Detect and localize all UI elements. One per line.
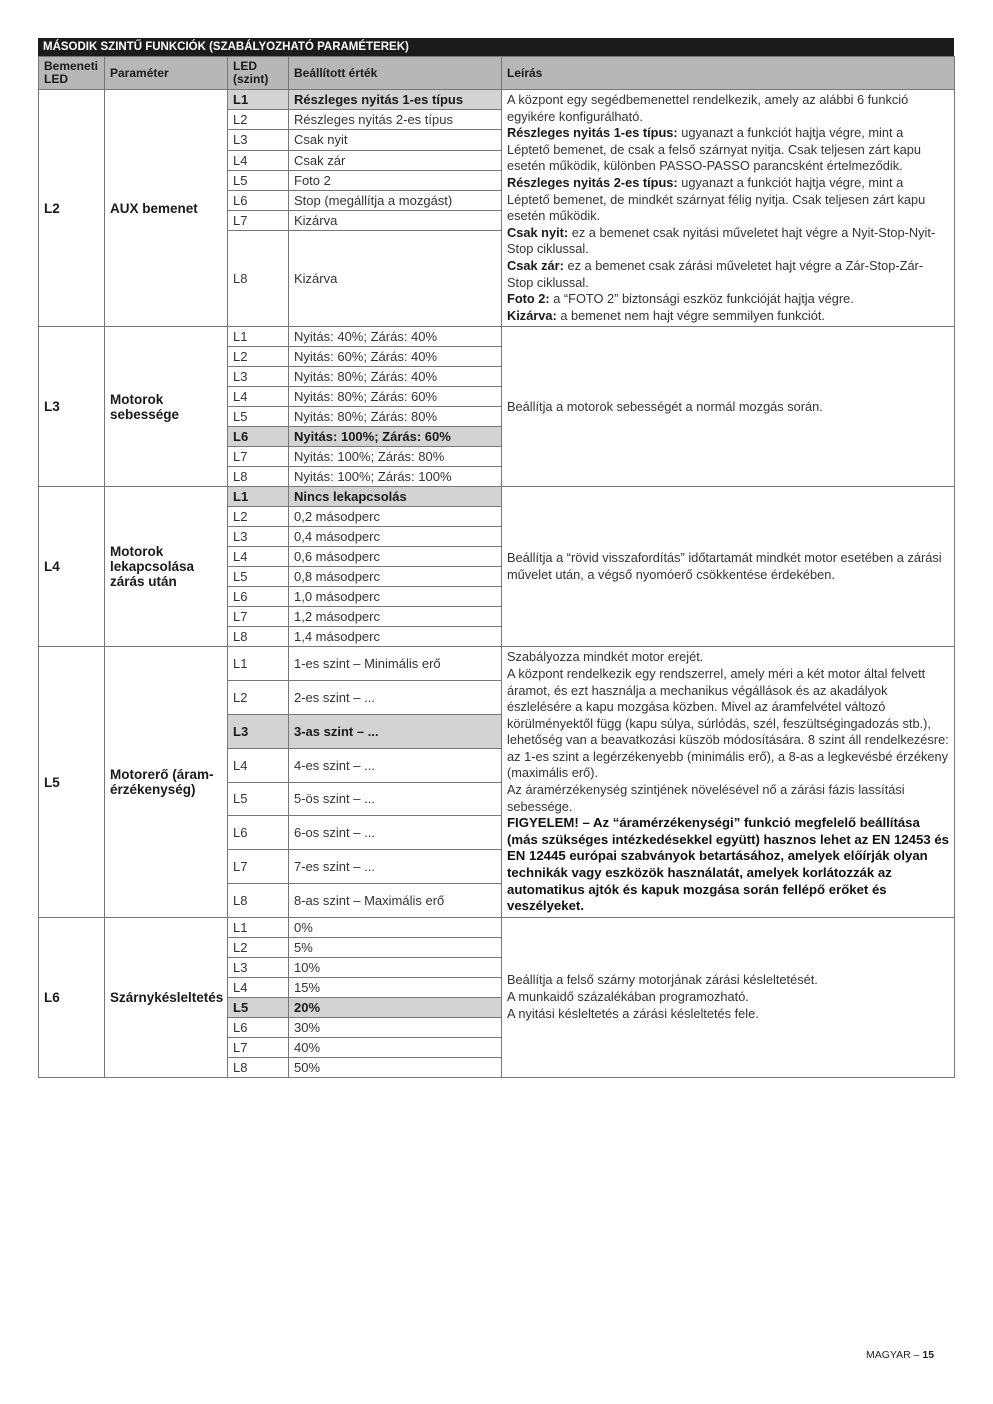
led-level-cell: L6 bbox=[228, 587, 289, 607]
page-number: 15 bbox=[922, 1349, 935, 1361]
set-value-cell: 10% bbox=[289, 957, 502, 977]
description-paragraph bbox=[507, 989, 949, 1006]
set-value-cell: 30% bbox=[289, 1017, 502, 1037]
set-value-cell: 1,4 másodperc bbox=[289, 627, 502, 647]
led-level-cell: L3 bbox=[228, 714, 289, 748]
header-leiras: Leírás bbox=[502, 57, 955, 90]
led-level-cell: L4 bbox=[228, 547, 289, 567]
set-value-cell: Nyitás: 80%; Zárás: 40% bbox=[289, 367, 502, 387]
input-led-cell: L4 bbox=[39, 487, 105, 647]
led-level-cell: L8 bbox=[228, 627, 289, 647]
description-paragraph bbox=[507, 308, 949, 325]
led-level-cell: L1 bbox=[228, 917, 289, 937]
led-level-cell: L1 bbox=[228, 90, 289, 110]
set-value-cell: 0,2 másodperc bbox=[289, 507, 502, 527]
input-led-cell: L6 bbox=[39, 917, 105, 1077]
description-text: Beállítja a felső szárny motorjának zárási késleltetését. bbox=[507, 972, 818, 988]
table-row bbox=[39, 327, 955, 347]
set-value-cell: 1,2 másodperc bbox=[289, 607, 502, 627]
description-term: Kizárva: bbox=[507, 307, 557, 323]
description-cell bbox=[502, 90, 955, 327]
led-level-cell: L3 bbox=[228, 130, 289, 150]
description-text: ugyanazt a funkciót hajtja végre, mint a Léptető bemenet, de csak a felső szárnyat nyitja. Csak teljesen zárt kapu esetén működik, különben PASSO-PASSO parancsként értelmeződik. bbox=[507, 125, 921, 174]
set-value-cell: 0% bbox=[289, 917, 502, 937]
led-level-cell: L7 bbox=[228, 850, 289, 884]
parameter-name-cell: Szárnykésleltetés bbox=[105, 917, 228, 1077]
description-paragraph bbox=[507, 92, 949, 125]
description-paragraph bbox=[507, 666, 949, 782]
led-level-cell: L4 bbox=[228, 150, 289, 170]
header-beallitott-ertek: Beállított érték bbox=[289, 57, 502, 90]
description-paragraph bbox=[507, 972, 949, 989]
led-level-cell: L3 bbox=[228, 367, 289, 387]
set-value-cell: 2-es szint – ... bbox=[289, 681, 502, 715]
table-title: MÁSODIK SZINTŰ FUNKCIÓK (SZABÁLYOZHATÓ PARAMÉTEREK) bbox=[38, 38, 954, 56]
set-value-cell: Kizárva bbox=[289, 231, 502, 327]
led-level-cell: L7 bbox=[228, 1037, 289, 1057]
description-term: Foto 2: bbox=[507, 291, 550, 307]
set-value-cell: Nincs lekapcsolás bbox=[289, 487, 502, 507]
set-value-cell: 0,6 másodperc bbox=[289, 547, 502, 567]
set-value-cell: 15% bbox=[289, 977, 502, 997]
set-value-cell: Csak zár bbox=[289, 150, 502, 170]
set-value-cell: Nyitás: 80%; Zárás: 60% bbox=[289, 387, 502, 407]
led-level-cell: L6 bbox=[228, 427, 289, 447]
set-value-cell: 5-ös szint – ... bbox=[289, 782, 502, 816]
led-level-cell: L3 bbox=[228, 527, 289, 547]
set-value-cell: Kizárva bbox=[289, 211, 502, 231]
settings-table-section bbox=[38, 38, 954, 1078]
led-level-cell: L5 bbox=[228, 170, 289, 190]
set-value-cell: Nyitás: 80%; Zárás: 80% bbox=[289, 407, 502, 427]
set-value-cell: Nyitás: 100%; Zárás: 80% bbox=[289, 447, 502, 467]
description-cell bbox=[502, 487, 955, 647]
header-bemeneti-led: Bemeneti LED bbox=[39, 57, 105, 90]
description-paragraph bbox=[507, 291, 949, 308]
set-value-cell: Részleges nyitás 1-es típus bbox=[289, 90, 502, 110]
set-value-cell: 50% bbox=[289, 1057, 502, 1077]
set-value-cell: 8-as szint – Maximális erő bbox=[289, 884, 502, 918]
set-value-cell: 1-es szint – Minimális erő bbox=[289, 647, 502, 681]
description-text: a “FOTO 2” biztonsági eszköz funkcióját hajtja végre. bbox=[549, 291, 854, 307]
set-value-cell: 0,4 másodperc bbox=[289, 527, 502, 547]
parameter-name-cell: Motorerő (áram-érzékenység) bbox=[105, 647, 228, 918]
parameter-name-cell: Motorok lekapcsolása zárás után bbox=[105, 487, 228, 647]
led-level-cell: L8 bbox=[228, 467, 289, 487]
led-level-cell: L2 bbox=[228, 507, 289, 527]
description-term: Részleges nyitás 2-es típus: bbox=[507, 174, 678, 190]
description-text: Beállítja a “rövid visszafordítás” időtartamát mindkét motor esetében a zárási művelet után, a végső nyomóerő csökkentése érdekében. bbox=[507, 550, 942, 582]
set-value-cell: Csak nyit bbox=[289, 130, 502, 150]
description-cell bbox=[502, 327, 955, 487]
set-value-cell: Nyitás: 60%; Zárás: 40% bbox=[289, 347, 502, 367]
description-text: ez a bemenet csak nyitási műveletet hajt végre a Nyit-Stop-Nyit-Stop ciklussal. bbox=[507, 224, 936, 257]
led-level-cell: L1 bbox=[228, 327, 289, 347]
description-text: Az áramérzékenység szintjének növelésével nő a zárási fázis lassítási sebessége. bbox=[507, 782, 905, 814]
description-cell bbox=[502, 647, 955, 918]
led-level-cell: L8 bbox=[228, 231, 289, 327]
set-value-cell: 5% bbox=[289, 937, 502, 957]
led-level-cell: L5 bbox=[228, 782, 289, 816]
led-level-cell: L2 bbox=[228, 110, 289, 130]
description-text: ugyanazt a funkciót hajtja végre, mint a Léptető bemenet, de mindkét szárnyat félig nyitja. Csak teljesen zárt kapu esetén működik. bbox=[507, 174, 926, 224]
page-footer bbox=[866, 1349, 934, 1361]
led-level-cell: L4 bbox=[228, 977, 289, 997]
description-paragraph bbox=[507, 225, 949, 258]
parameter-name-cell: Motorok sebessége bbox=[105, 327, 228, 487]
description-cell bbox=[502, 917, 955, 1077]
description-term: Részleges nyitás 1-es típus: bbox=[507, 125, 678, 141]
led-level-cell: L4 bbox=[228, 748, 289, 782]
set-value-cell: Foto 2 bbox=[289, 170, 502, 190]
table-row bbox=[39, 487, 955, 507]
description-text: ez a bemenet csak zárási műveletet hajt végre a Zár-Stop-Zár-Stop ciklussal. bbox=[507, 257, 924, 290]
description-text: A munkaidő százalékában programozható. bbox=[507, 989, 749, 1005]
led-level-cell: L7 bbox=[228, 447, 289, 467]
description-paragraph bbox=[507, 258, 949, 291]
footer-language: MAGYAR bbox=[866, 1349, 911, 1361]
set-value-cell: 7-es szint – ... bbox=[289, 850, 502, 884]
parameter-name-cell: AUX bemenet bbox=[105, 90, 228, 327]
led-level-cell: L6 bbox=[228, 1017, 289, 1037]
description-paragraph bbox=[507, 399, 949, 416]
description-paragraph bbox=[507, 782, 949, 815]
set-value-cell: 0,8 másodperc bbox=[289, 567, 502, 587]
description-text: a bemenet nem hajt végre semmilyen funkciót. bbox=[556, 307, 825, 323]
led-level-cell: L1 bbox=[228, 647, 289, 681]
set-value-cell: Nyitás: 100%; Zárás: 60% bbox=[289, 427, 502, 447]
description-paragraph: FIGYELEM! – Az “áramérzékenységi” funkció megfelelő beállítása (más szükséges intézkedésekkel együtt) hasznos lehet az EN 12453 és EN 12445 európai szabványok betartásához, amelyek előírják olyan technikák vagy eszközök használatát, amelyek korlátozzák az automatikus ajtók és kapuk mozgása során fellépő erőket és veszélyeket. bbox=[507, 815, 949, 914]
description-term: Csak zár: bbox=[507, 257, 564, 273]
led-level-cell: L2 bbox=[228, 937, 289, 957]
description-paragraph bbox=[507, 125, 949, 175]
set-value-cell: 40% bbox=[289, 1037, 502, 1057]
description-paragraph bbox=[507, 550, 949, 583]
description-text: A központ egy segédbemenettel rendelkezik, amely az alábbi 6 funkció egyikére konfigurálható. bbox=[507, 92, 909, 124]
footer-separator: – bbox=[910, 1349, 923, 1361]
led-level-cell: L7 bbox=[228, 211, 289, 231]
header-parameter: Paraméter bbox=[105, 57, 228, 90]
led-level-cell: L7 bbox=[228, 607, 289, 627]
set-value-cell: 6-os szint – ... bbox=[289, 816, 502, 850]
header-led-szint: LED (szint) bbox=[228, 57, 289, 90]
set-value-cell: 3-as szint – ... bbox=[289, 714, 502, 748]
set-value-cell: Stop (megállítja a mozgást) bbox=[289, 190, 502, 210]
description-term: Csak nyit: bbox=[507, 224, 569, 240]
set-value-cell: Nyitás: 40%; Zárás: 40% bbox=[289, 327, 502, 347]
led-level-cell: L2 bbox=[228, 681, 289, 715]
set-value-cell: 4-es szint – ... bbox=[289, 748, 502, 782]
led-level-cell: L1 bbox=[228, 487, 289, 507]
description-text: A központ rendelkezik egy rendszerrel, amely méri a két motor által felvett áramot, és ezt használja a mechanikus végállások és az akadályok észlelésére a kapu mozgása közben. Mivel az áramfelvétel változó körülményektől függ (kapu súlya, súrlódás, szél, feszültségingadozás stb.), lehetőség van a beavatkozási küszöb módosítására. 8 szint áll rendelkezésre: az 1-es szint a legérzékenyebb (minimális erő), a 8-as a legkevésbé érzékeny (maximális erő). bbox=[507, 665, 949, 781]
set-value-cell: Részleges nyitás 2-es típus bbox=[289, 110, 502, 130]
led-level-cell: L5 bbox=[228, 567, 289, 587]
description-text: Szabályozza mindkét motor erejét. bbox=[507, 649, 704, 665]
set-value-cell: 1,0 másodperc bbox=[289, 587, 502, 607]
led-level-cell: L6 bbox=[228, 190, 289, 210]
parameters-table bbox=[38, 56, 955, 1078]
table-row bbox=[39, 917, 955, 937]
led-level-cell: L2 bbox=[228, 347, 289, 367]
description-text: Beállítja a motorok sebességét a normál mozgás során. bbox=[507, 398, 823, 414]
description-text: A nyitási késleltetés a zárási késleltetés fele. bbox=[507, 1005, 759, 1021]
led-level-cell: L4 bbox=[228, 387, 289, 407]
set-value-cell: Nyitás: 100%; Zárás: 100% bbox=[289, 467, 502, 487]
led-level-cell: L3 bbox=[228, 957, 289, 977]
input-led-cell: L3 bbox=[39, 327, 105, 487]
description-paragraph bbox=[507, 175, 949, 225]
description-paragraph bbox=[507, 649, 949, 666]
table-header-row bbox=[39, 57, 955, 90]
set-value-cell: 20% bbox=[289, 997, 502, 1017]
led-level-cell: L5 bbox=[228, 407, 289, 427]
table-body bbox=[39, 90, 955, 1078]
input-led-cell: L5 bbox=[39, 647, 105, 918]
led-level-cell: L5 bbox=[228, 997, 289, 1017]
input-led-cell: L2 bbox=[39, 90, 105, 327]
led-level-cell: L8 bbox=[228, 1057, 289, 1077]
description-paragraph bbox=[507, 1006, 949, 1023]
table-row bbox=[39, 90, 955, 110]
led-level-cell: L8 bbox=[228, 884, 289, 918]
table-row bbox=[39, 647, 955, 681]
led-level-cell: L6 bbox=[228, 816, 289, 850]
